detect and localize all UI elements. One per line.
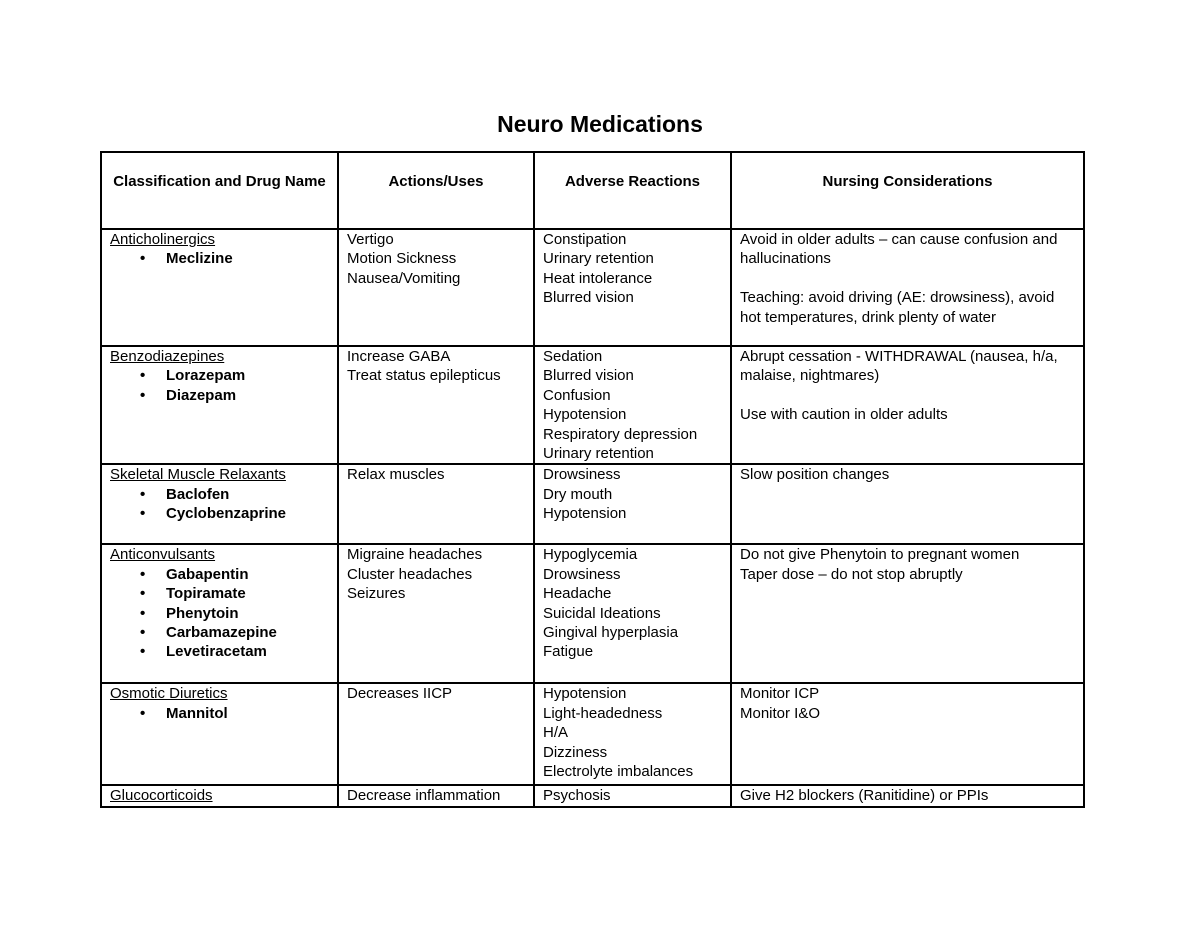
header-adverse: Adverse Reactions: [534, 152, 731, 229]
bullet-icon: •: [140, 386, 146, 404]
drug-name: • Cyclobenzaprine: [140, 505, 287, 523]
nursing-note: Do not give Phenytoin to pregnant women: [740, 546, 1020, 564]
table-row: [101, 346, 1084, 464]
bullet-icon: •: [140, 585, 146, 603]
adverse-item: Constipation: [543, 231, 627, 248]
drug-name: • Diazepam: [140, 386, 237, 404]
drug-name: • Gabapentin: [140, 565, 249, 583]
adverse-cell: [534, 544, 731, 683]
bullet-icon: •: [140, 505, 146, 523]
header-nursing: Nursing Considerations: [731, 152, 1084, 229]
header-classification: Classification and Drug Name: [101, 152, 338, 229]
drug-name: • Mannitol: [140, 704, 228, 722]
adverse-item: Urinary retention: [543, 445, 654, 463]
action-item: Treat status epilepticus: [347, 367, 501, 385]
drug-name: • Phenytoin: [140, 604, 239, 622]
adverse-cell: [534, 683, 731, 785]
bullet-icon: •: [140, 604, 146, 622]
action-item: Decreases IICP: [347, 685, 453, 703]
actions-cell: [338, 544, 534, 683]
adverse-item: Blurred vision: [543, 289, 634, 307]
bullet-icon: •: [140, 367, 146, 385]
classification-cell: [101, 229, 338, 346]
action-item: Nausea/Vomiting: [347, 269, 461, 287]
nursing-note: Give H2 blockers (Ranitidine) or PPIs: [740, 787, 989, 805]
bullet-icon: •: [140, 485, 146, 503]
adverse-item: Fatigue: [543, 643, 594, 661]
adverse-cell: [534, 346, 731, 464]
nursing-note: Use with caution in older adults: [740, 406, 948, 424]
bullet-icon: •: [140, 565, 146, 583]
adverse-cell: [534, 785, 731, 806]
nursing-cell: [731, 683, 1084, 785]
adverse-item: Electrolyte imbalances: [543, 763, 694, 781]
action-item: Cluster headaches: [347, 565, 473, 583]
adverse-item: Light-headedness: [543, 704, 663, 722]
drug-class-name: Anticonvulsants: [110, 546, 216, 564]
bullet-icon: •: [140, 250, 146, 268]
drug-class-name: Anticholinergics: [110, 231, 216, 248]
drug-class-name: Osmotic Diuretics: [110, 685, 228, 703]
drug-name: • Topiramate: [140, 585, 246, 603]
adverse-item: Dry mouth: [543, 485, 613, 503]
drug-list: [110, 366, 329, 405]
adverse-item: Gingival hyperplasia: [543, 624, 679, 642]
adverse-cell: [534, 229, 731, 346]
adverse-item: Urinary retention: [543, 250, 654, 268]
classification-cell: [101, 544, 338, 683]
drug-list: [110, 565, 329, 662]
adverse-item: Confusion: [543, 386, 611, 404]
adverse-item: Drowsiness: [543, 466, 621, 484]
nursing-note: Monitor ICP: [740, 685, 820, 703]
drug-class-name: Glucocorticoids: [110, 787, 213, 805]
actions-cell: [338, 785, 534, 806]
drug-name: • Meclizine: [140, 250, 233, 268]
classification-cell: [101, 346, 338, 464]
nursing-note: Slow position changes: [740, 466, 890, 484]
action-item: Increase GABA: [347, 348, 451, 365]
drug-class-name: Skeletal Muscle Relaxants: [110, 466, 286, 484]
adverse-item: Drowsiness: [543, 565, 621, 583]
actions-cell: [338, 229, 534, 346]
action-item: Vertigo: [347, 231, 394, 248]
bullet-icon: •: [140, 643, 146, 661]
classification-cell: [101, 464, 338, 544]
drug-name: • Levetiracetam: [140, 643, 267, 661]
action-item: Relax muscles: [347, 466, 445, 484]
adverse-item: Hypotension: [543, 505, 627, 523]
drug-name: • Carbamazepine: [140, 624, 277, 642]
action-item: Migraine headaches: [347, 546, 483, 564]
adverse-item: Sedation: [543, 348, 603, 365]
nursing-cell: [731, 346, 1084, 464]
action-item: Seizures: [347, 585, 406, 603]
nursing-cell: [731, 544, 1084, 683]
actions-cell: [338, 464, 534, 544]
adverse-item: Hypotension: [543, 406, 627, 424]
classification-cell: [101, 683, 338, 785]
drug-name: • Lorazepam: [140, 367, 246, 385]
table-row: [101, 683, 1084, 785]
adverse-item: Dizziness: [543, 743, 608, 761]
adverse-item: Respiratory depression: [543, 425, 698, 443]
drug-list: [110, 249, 329, 268]
drug-list: [110, 704, 329, 723]
table-row: [101, 464, 1084, 544]
nursing-note: Taper dose – do not stop abruptly: [740, 565, 963, 583]
actions-cell: [338, 683, 534, 785]
adverse-item: H/A: [543, 724, 569, 742]
nursing-cell: [731, 464, 1084, 544]
bullet-icon: •: [140, 704, 146, 722]
nursing-note: Monitor I&O: [740, 704, 821, 722]
table-row: [101, 229, 1084, 346]
table-row: [101, 785, 1084, 806]
adverse-item: Blurred vision: [543, 367, 634, 385]
table-row: [101, 544, 1084, 683]
drug-list: [110, 485, 329, 524]
header-actions: Actions/Uses: [338, 152, 534, 229]
medications-table: [100, 151, 1085, 808]
actions-cell: [338, 346, 534, 464]
adverse-item: Heat intolerance: [543, 269, 653, 287]
nursing-cell: [731, 785, 1084, 806]
page-title: Neuro Medications: [497, 111, 703, 137]
action-item: Motion Sickness: [347, 250, 457, 268]
drug-class-name: Benzodiazepines: [110, 348, 225, 365]
table-header-row: [101, 152, 1084, 229]
bullet-icon: •: [140, 624, 146, 642]
nursing-cell: [731, 229, 1084, 346]
adverse-item: Suicidal Ideations: [543, 604, 661, 622]
adverse-item: Hypoglycemia: [543, 546, 638, 564]
action-item: Decrease inflammation: [347, 787, 501, 805]
adverse-item: Headache: [543, 585, 612, 603]
nursing-note: Avoid in older adults – can cause confusion and hallucinations: [740, 231, 1058, 268]
adverse-item: Hypotension: [543, 685, 627, 703]
adverse-cell: [534, 464, 731, 544]
classification-cell: [101, 785, 338, 806]
nursing-note: Abrupt cessation - WITHDRAWAL (nausea, h/a, malaise, nightmares): [740, 348, 1058, 385]
nursing-note: Teaching: avoid driving (AE: drowsiness), avoid hot temperatures, drink plenty of water: [740, 289, 1055, 326]
drug-name: • Baclofen: [140, 485, 230, 503]
adverse-item: Psychosis: [543, 787, 611, 805]
